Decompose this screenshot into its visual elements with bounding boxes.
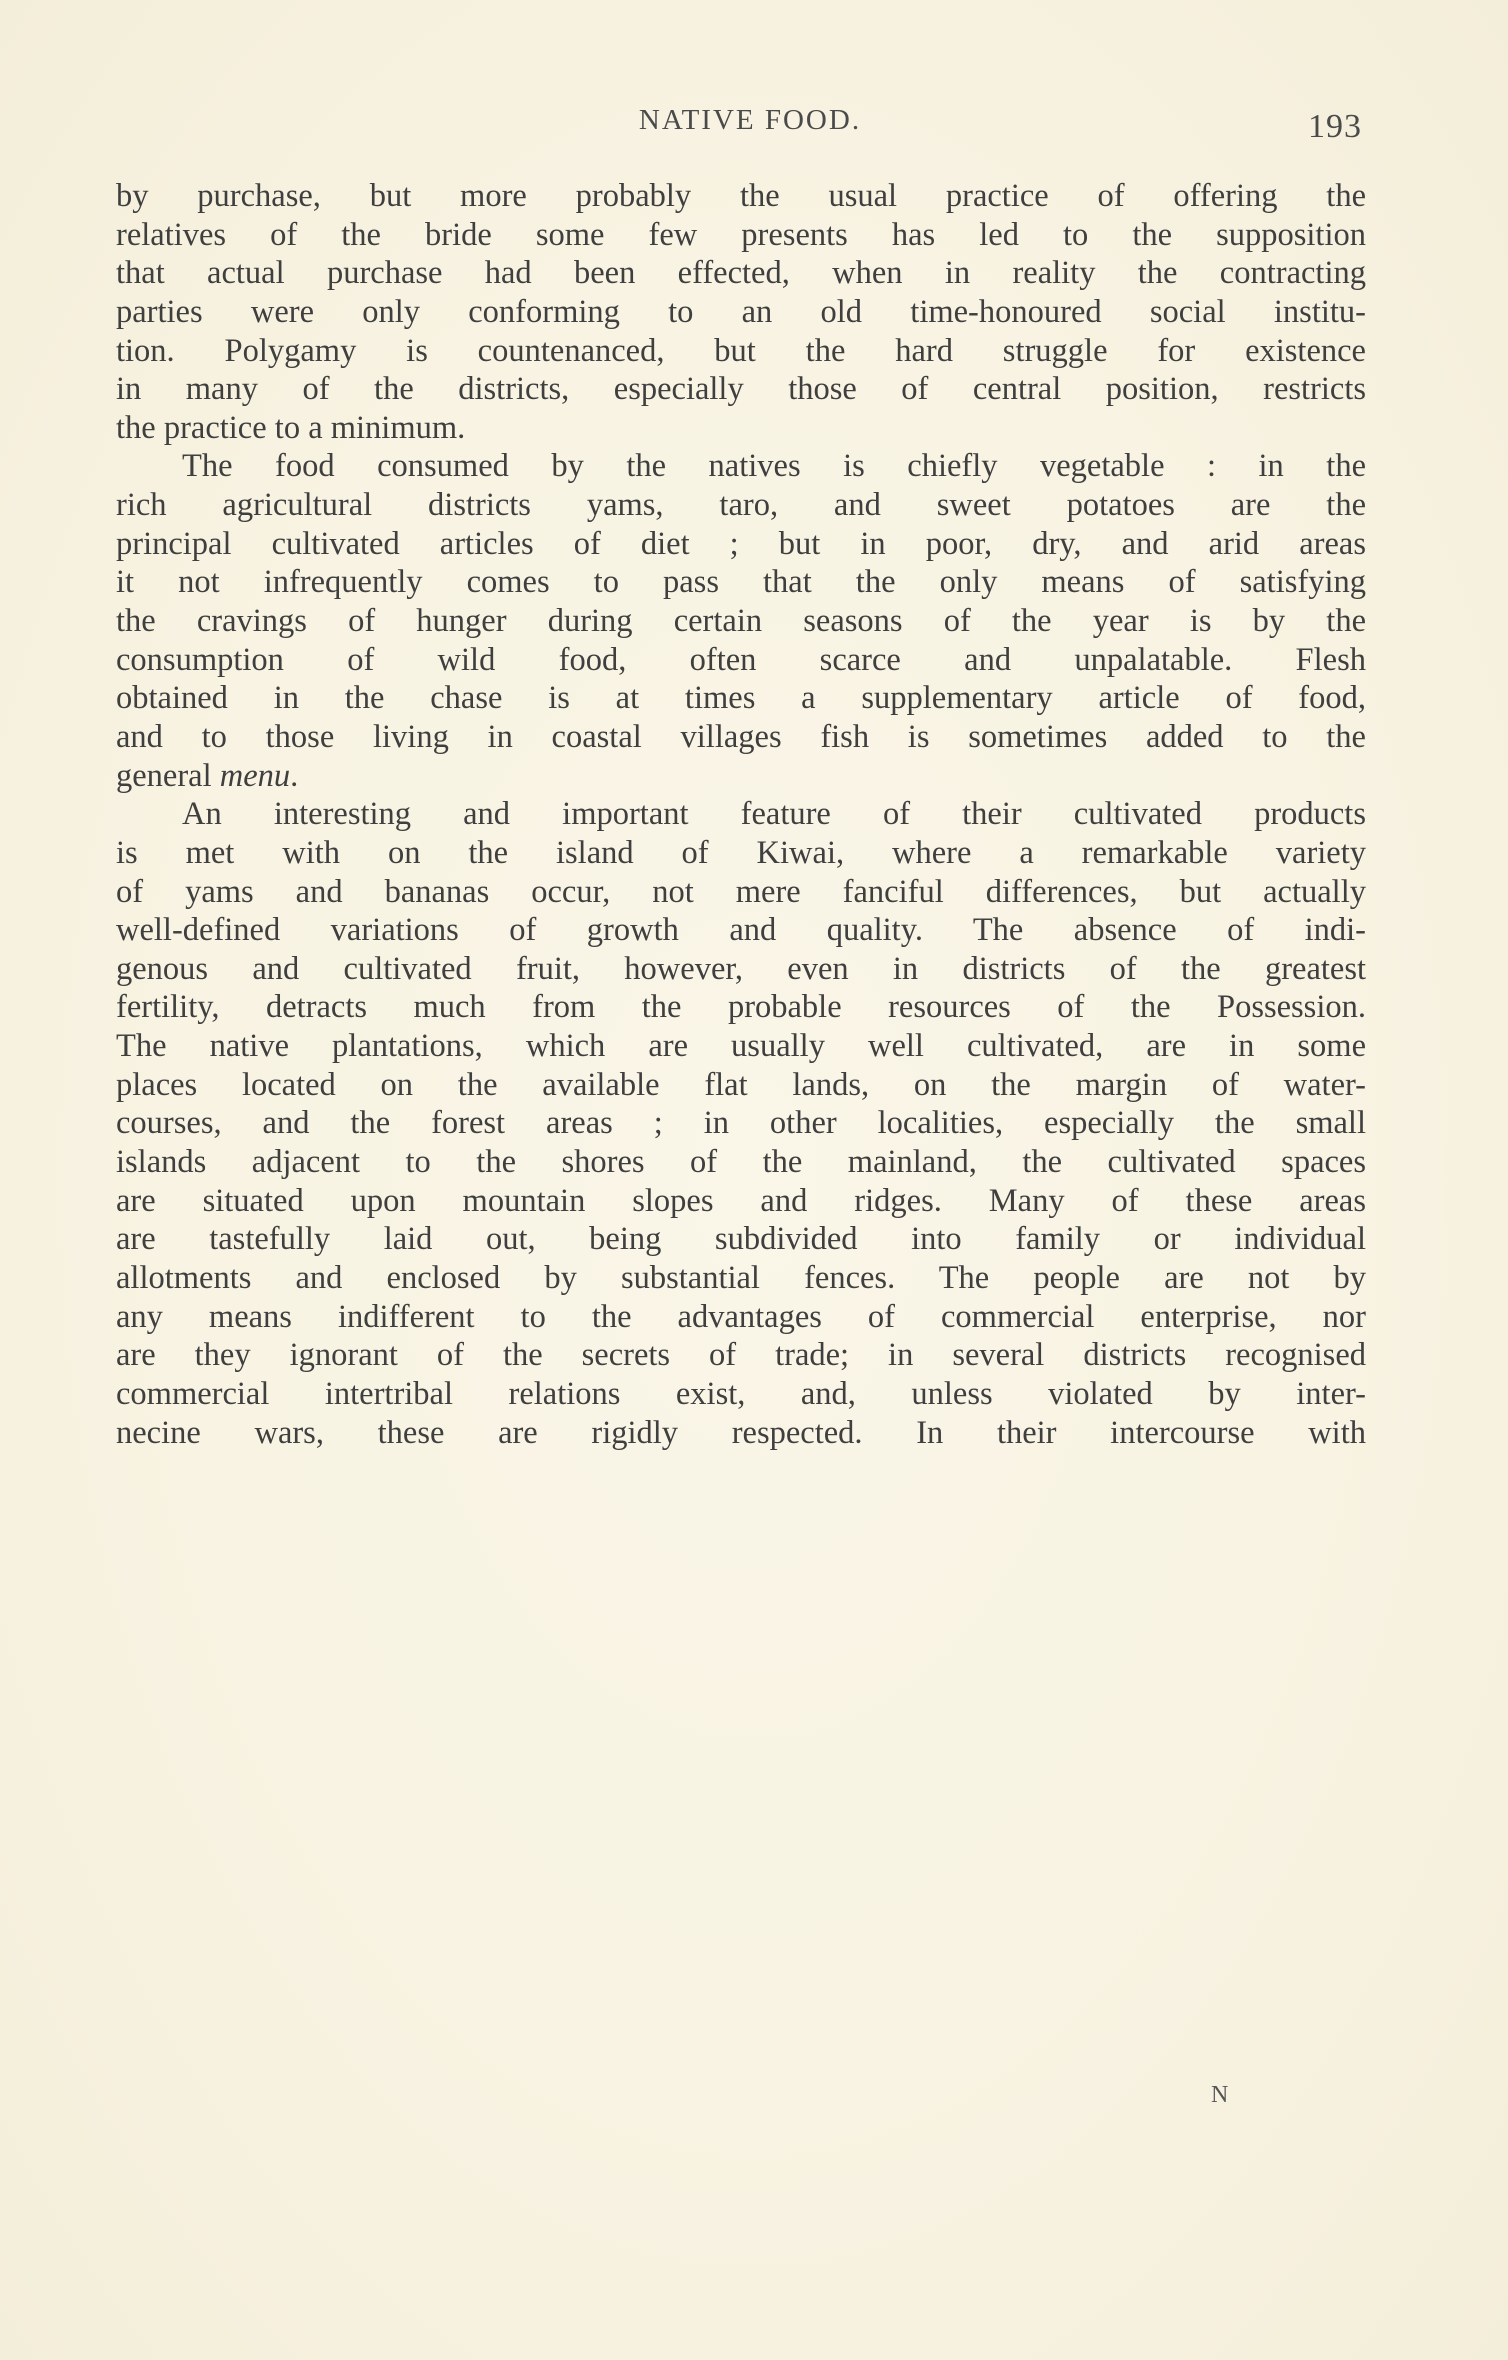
text-line: rich agricultural districts yams, taro, and sweet potatoes are the <box>116 487 1366 524</box>
text-line: principal cultivated articles of diet ; but in poor, dry, and arid areas <box>116 525 1366 562</box>
text-line: in many of the districts, especially those of central position, restricts <box>116 371 1366 408</box>
text-line: consumption of wild food, often scarce and unpalatable. Flesh <box>116 641 1366 678</box>
signature-mark: N <box>1211 2082 1229 2108</box>
text-line: tion. Polygamy is countenanced, but the hard struggle for existence <box>116 332 1366 369</box>
text-line: any means indifferent to the advantages of commercial enterprise, nor <box>116 1298 1366 1335</box>
text-run: . <box>290 757 299 794</box>
text-line: courses, and the forest areas ; in other localities, especially the small <box>116 1105 1366 1142</box>
text-line <box>116 757 1366 796</box>
body-text <box>116 177 1366 1452</box>
text-line: relatives of the bride some few presents has led to the supposition <box>116 216 1366 253</box>
text-line: parties were only conforming to an old time-honoured social institu- <box>116 293 1366 330</box>
text-line: fertility, detracts much from the probable resources of the Possession. <box>116 989 1366 1026</box>
running-head <box>0 104 1508 137</box>
text-line: The food consumed by the natives is chiefly vegetable : in the <box>182 448 1366 485</box>
paragraph-1 <box>116 177 1366 447</box>
text-line: places located on the available flat lands, on the margin of water- <box>116 1066 1366 1103</box>
text-line: are situated upon mountain slopes and ridges. Many of these areas <box>116 1182 1366 1219</box>
text-line: obtained in the chase is at times a supplementary article of food, <box>116 680 1366 717</box>
paragraph-2 <box>116 447 1366 795</box>
text-line: are tastefully laid out, being subdivided into family or individual <box>116 1221 1366 1258</box>
text-line: of yams and bananas occur, not mere fanciful differences, but actually <box>116 873 1366 910</box>
text-line: are they ignorant of the secrets of trade; in several districts recognised <box>116 1337 1366 1374</box>
text-line: The native plantations, which are usually well cultivated, are in some <box>116 1028 1366 1065</box>
text-line: necine wars, these are rigidly respected. In their intercourse with <box>116 1414 1366 1451</box>
text-line: the cravings of hunger during certain seasons of the year is by the <box>116 603 1366 640</box>
text-line: that actual purchase had been effected, when in reality the contracting <box>116 255 1366 292</box>
text-line: An interesting and important feature of their cultivated products <box>182 796 1366 833</box>
text-line: allotments and enclosed by substantial fences. The people are not by <box>116 1259 1366 1296</box>
running-head-title: NATIVE FOOD. <box>638 104 862 136</box>
text-line: islands adjacent to the shores of the mainland, the cultivated spaces <box>116 1144 1366 1181</box>
text-line: commercial intertribal relations exist, and, unless violated by inter- <box>116 1375 1366 1412</box>
text-line: the practice to a minimum. <box>116 409 466 446</box>
text-line: well-defined variations of growth and quality. The absence of indi- <box>116 912 1366 949</box>
paragraph-3 <box>116 795 1366 1452</box>
text-line: genous and cultivated fruit, however, even in districts of the greatest <box>116 950 1366 987</box>
text-line: it not infrequently comes to pass that the only means of satisfying <box>116 564 1366 601</box>
italic-word: menu <box>219 757 291 794</box>
text-line: is met with on the island of Kiwai, where a remarkable variety <box>116 834 1366 871</box>
text-line: and to those living in coastal villages fish is sometimes added to the <box>116 718 1366 755</box>
text-line: by purchase, but more probably the usual practice of offering the <box>116 178 1366 214</box>
text-run: general <box>116 757 220 794</box>
page-number: 193 <box>1308 108 1362 145</box>
